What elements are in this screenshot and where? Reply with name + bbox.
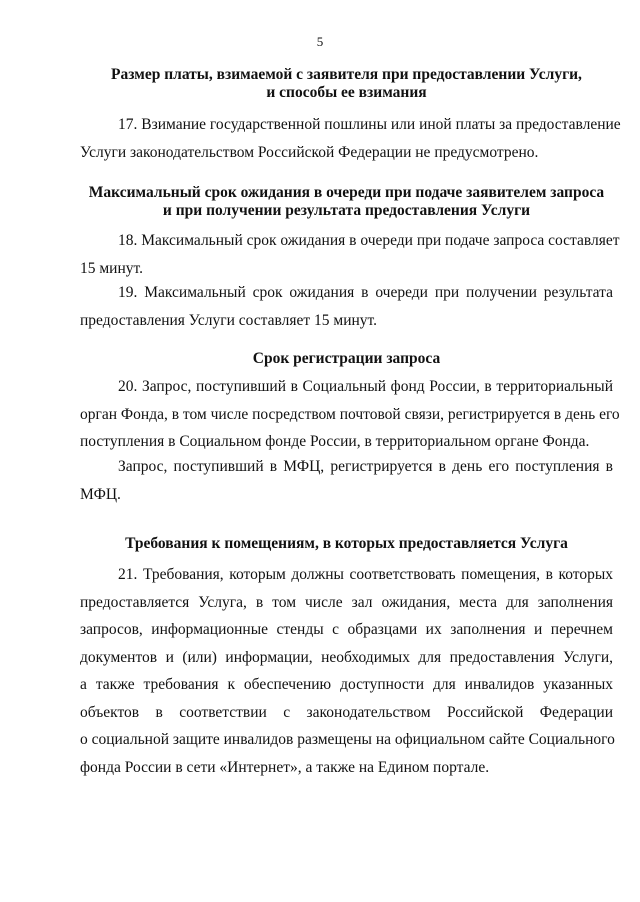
p18-line1: 18. Максимальный срок ожидания в очереди при подаче запроса составляет <box>118 232 620 249</box>
p21-line: предоставляется Услуга, в том числе зал ожидания, места для заполнения <box>80 593 613 611</box>
p20b-line2: МФЦ. <box>80 485 121 503</box>
section-registration <box>80 350 613 368</box>
p21-line: о социальной защите инвалидов размещены на официальном сайте Социального <box>80 731 615 748</box>
p17-line1: 17. Взимание государственной пошлины или иной платы за предоставление <box>118 116 621 133</box>
p21-line: а также требования к обеспечению доступности для инвалидов указанных <box>80 676 613 693</box>
p21-line: запросов, информационные стенды с образцами их заполнения и перечнем <box>80 621 613 638</box>
page-number: 5 <box>316 34 324 49</box>
section-fee <box>80 66 613 102</box>
heading-fee-line1: Размер платы, взимаемой с заявителя при предоставлении Услуги, <box>111 66 582 83</box>
paragraph-17 <box>80 111 621 166</box>
paragraph-19 <box>80 279 613 334</box>
p21-line: фонда России в сети «Интернет», а также на Едином портале. <box>80 758 490 776</box>
p21-line: объектов в соответствии с законодательством Российской Федерации <box>80 703 613 721</box>
p20-line3: поступления в Социальном фонде России, в территориальном органе Фонда. <box>80 433 590 450</box>
heading-queue-line2: и при получении результата предоставления Услуги <box>162 202 531 219</box>
heading-premises: Требования к помещениям, в которых предоставляется Услуга <box>125 535 568 552</box>
p21-line: 21. Требования, которым должны соответствовать помещения, в которых <box>118 566 613 583</box>
p20-line1: 20. Запрос, поступивший в Социальный фонд России, в территориальный <box>118 378 613 395</box>
paragraph-21 <box>80 561 613 781</box>
heading-fee-line2: и способы ее взимания <box>266 84 427 101</box>
p20-line2: орган Фонда, в том числе посредством почтовой связи, регистрируется в день его <box>80 405 620 423</box>
p19-line2: предоставления Услуги составляет 15 минут. <box>80 311 378 329</box>
section-queue <box>80 184 613 220</box>
p18-line2: 15 минут. <box>80 259 144 277</box>
p20b-line1: Запрос, поступивший в МФЦ, регистрируется в день его поступления в <box>118 458 613 475</box>
p21-body <box>80 561 613 781</box>
section-premises <box>80 535 613 553</box>
paragraph-18 <box>80 227 620 282</box>
paragraph-20 <box>80 373 620 456</box>
heading-fee <box>80 66 613 102</box>
paragraph-20b <box>80 453 613 508</box>
heading-registration: Срок регистрации запроса <box>252 350 441 367</box>
heading-queue <box>80 184 613 220</box>
p19-line1: 19. Максимальный срок ожидания в очереди при получении результата <box>118 284 613 301</box>
heading-queue-line1: Максимальный срок ожидания в очереди при подаче заявителем запроса <box>88 184 605 201</box>
p21-line: документов и (или) информации, необходимых для предоставления Услуги, <box>80 648 613 666</box>
p17-line2: Услуги законодательством Российской Федерации не предусмотрено. <box>80 143 539 161</box>
